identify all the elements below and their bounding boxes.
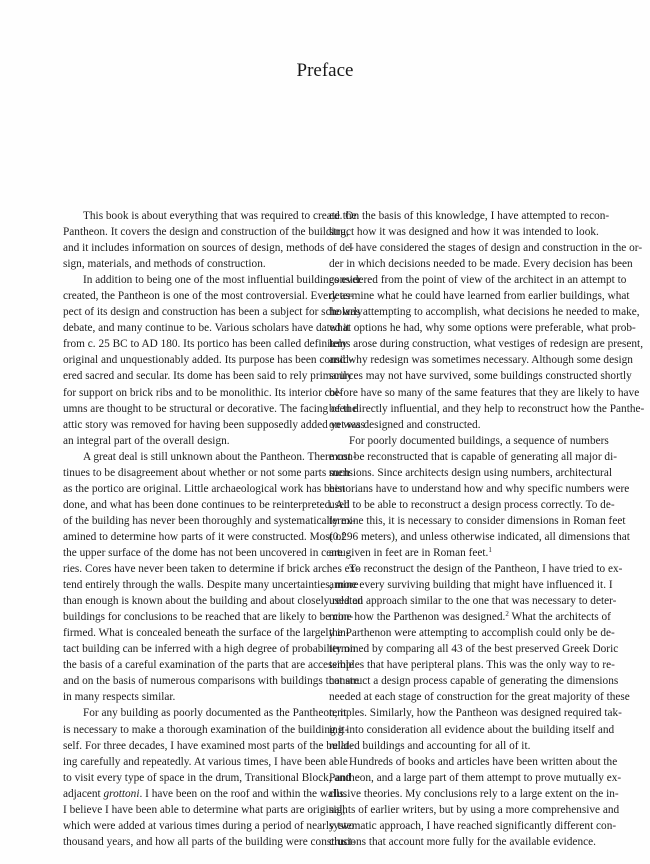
- text-line: from c. 25 BC to AD 180. Its portico has been called definitely: [63, 338, 348, 351]
- text-line: and it includes information on sources of design, methods of de-: [63, 242, 354, 255]
- text-line: amined to determine how parts of it were constructed. Most of: [63, 530, 346, 543]
- text-line: been directly influential, and they help to reconstruct how the Panthe-: [329, 402, 645, 415]
- text-line: (0.296 meters), and unless otherwise indicated, all dimensions that: [329, 530, 630, 543]
- text-line: historians have to understand how and why specific numbers were: [329, 482, 630, 495]
- text-line: ing into consideration all evidence about the building itself and: [329, 723, 615, 736]
- text-line: to visit every type of space in the drum, Transitional Block, and: [63, 771, 351, 784]
- text-line: he was attempting to accomplish, what decisions he needed to make,: [329, 306, 640, 319]
- text-line: clusive theories. My conclusions rely to a large extent on the in-: [329, 787, 619, 800]
- text-line: In addition to being one of the most influential buildings ever: [83, 274, 361, 287]
- text-line: self. For three decades, I have examined most parts of the build-: [63, 739, 354, 752]
- text-line: related buildings and accounting for all of it.: [329, 739, 531, 752]
- text-line: is necessary to make a thorough examination of the building it-: [63, 723, 349, 736]
- right-column: [329, 208, 645, 850]
- text-line: are given in feet are in Roman feet.$^1$: [329, 545, 492, 559]
- text-line: I have considered the stages of design and construction in the or-: [349, 242, 643, 255]
- left-column: [63, 208, 365, 850]
- footnote-marker: 2: [505, 610, 509, 619]
- text-line: as the portico are original. Little archaeological work has been: [63, 482, 346, 495]
- text-line: an integral part of the overall design.: [63, 434, 230, 447]
- text-line: adjacent grottoni. I have been on the roof and within the walls.: [63, 787, 347, 800]
- text-line: and on the basis of numerous comparisons with buildings that are: [63, 675, 360, 688]
- text-line: in many respects similar.: [63, 691, 176, 704]
- text-line: termined by comparing all 43 of the best preserved Greek Doric: [329, 643, 619, 656]
- text-line: Pantheon. It covers the design and construction of the building,: [63, 226, 349, 239]
- text-line: original and unquestionably added. Its purpose has been consid-: [63, 354, 353, 367]
- text-line: considered from the point of view of the architect in an attempt to: [329, 274, 627, 287]
- text-line: umns are thought to be structural or decorative. The facing of the: [63, 402, 358, 415]
- text-line: ries. Cores have never been taken to determine if brick arches ex-: [63, 563, 360, 576]
- text-line: systematic approach, I have reached significantly different con-: [329, 819, 617, 832]
- text-line: To reconstruct the design of the Pantheon, I have tried to ex-: [349, 563, 623, 576]
- text-line: temples that have peripteral plans. This was the only way to re-: [329, 659, 615, 672]
- text-line: tinues to be disagreement about whether or not some parts such: [63, 466, 350, 479]
- text-line: done, and what has been done continues to be reinterpreted. All: [63, 498, 350, 511]
- text-line: clusions that account more fully for the available evidence.: [329, 835, 596, 848]
- text-line: thousand years, and how all parts of the building were construct-: [63, 835, 356, 848]
- text-line: what options he had, why some options were preferable, what prob-: [329, 322, 636, 335]
- text-line: construct a design process capable of generating the dimensions: [329, 675, 619, 688]
- text-line: firmed. What is concealed beneath the surface of the largely in-: [63, 627, 350, 640]
- text-line: ered sacred and secular. Its dome has been said to rely primarily: [63, 370, 353, 383]
- text-line: needed at each stage of construction for the great majority of these: [329, 691, 630, 704]
- text-line: This book is about everything that was required to create the: [83, 210, 357, 222]
- text-line: Hundreds of books and articles have been written about the: [349, 755, 618, 768]
- text-line: I believe I have been able to determine what parts are original,: [63, 803, 346, 816]
- page-title: Preface: [296, 60, 354, 81]
- text-line: determine what he could have learned from earlier buildings, what: [329, 290, 630, 303]
- text-line: lems arose during construction, what vestiges of redesign are present,: [329, 338, 644, 351]
- text-line: used an approach similar to the one that was necessary to deter-: [329, 595, 617, 608]
- text-line: mensions. Since architects design using numbers, architectural: [329, 466, 612, 479]
- text-line: For any building as poorly documented as the Pantheon, it: [83, 707, 347, 720]
- text-line: the upper surface of the dome has not been uncovered in centu-: [63, 546, 350, 559]
- text-line: created, the Pantheon is one of the most controversial. Every as-: [63, 290, 354, 303]
- text-line: termine this, it is necessary to consider dimensions in Roman feet: [329, 514, 626, 527]
- text-line: before have so many of the same features that they are likely to have: [329, 386, 640, 399]
- text-line: temples. Similarly, how the Pantheon was designed required tak-: [329, 707, 622, 720]
- text-line: A great deal is still unknown about the Pantheon. There con-: [83, 450, 357, 463]
- text-line: Pantheon, and a large part of them attempt to prove mutually ex-: [329, 771, 622, 784]
- text-line: debate, and many continue to be. Various scholars have dated it: [63, 322, 350, 335]
- text-line: the Parthenon were attempting to accomplish could only be de-: [329, 627, 615, 640]
- text-line: struct how it was designed and how it was intended to look.: [329, 226, 599, 239]
- text-line: ed. On the basis of this knowledge, I have attempted to recon-: [329, 210, 610, 222]
- text-line: used to be able to reconstruct a design process correctly. To de-: [329, 498, 615, 511]
- text-line: mine how the Parthenon was designed.$^2$ What the architects of: [329, 610, 611, 624]
- italic-term: grottoni: [103, 787, 140, 800]
- text-line: tact building can be inferred with a high degree of probability on: [63, 643, 356, 656]
- text-line: sign, materials, and methods of construction.: [63, 258, 266, 271]
- text-line: the basis of a careful examination of the parts that are accessible: [63, 659, 354, 672]
- text-line: amine every surviving building that might have influenced it. I: [329, 579, 613, 592]
- text-line: and why redesign was sometimes necessary. Although some design: [329, 354, 633, 367]
- text-line: der in which decisions needed to be made. Every decision has been: [329, 258, 633, 271]
- text-line: For poorly documented buildings, a sequence of numbers: [349, 434, 609, 447]
- text-line: of the building has never been thoroughly and systematically ex-: [63, 514, 356, 527]
- text-line: must be reconstructed that is capable of generating all major di-: [329, 450, 617, 463]
- text-line: sights of earlier writers, but by using a more comprehensive and: [329, 803, 620, 816]
- text-line: pect of its design and construction has been a subject for scholarly: [63, 306, 363, 319]
- text-line: for support on brick ribs and to be monolithic. Its interior col-: [63, 386, 343, 399]
- text-line: sources may not have survived, some buildings constructed shortly: [329, 370, 632, 383]
- text-line: buildings for conclusions to be reached that are likely to be con-: [63, 611, 354, 624]
- text-line: which were added at various times during a period of nearly two: [63, 819, 355, 832]
- footnote-marker: 1: [488, 545, 492, 554]
- text-line: ing carefully and repeatedly. At various times, I have been able: [63, 755, 348, 768]
- text-line: tend entirely through the walls. Despite many uncertainties, more: [63, 579, 359, 592]
- text-line: on was designed and constructed.: [329, 418, 481, 431]
- text-line: attic story was removed for having been supposedly added yet was: [63, 418, 365, 431]
- text-line: than enough is known about the building and about closely related: [63, 595, 363, 608]
